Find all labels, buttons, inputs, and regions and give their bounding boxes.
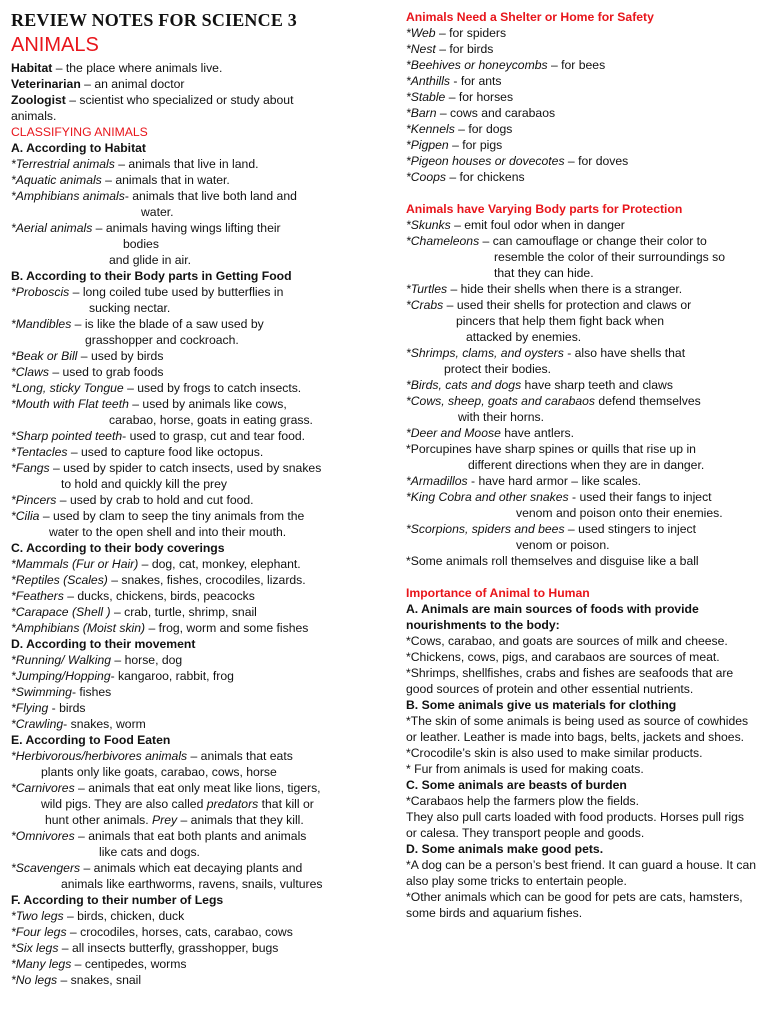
list-item: *Mammals (Fur or Hair) – dog, cat, monkey, elephant. [11, 557, 301, 571]
list-item: *Shrimps, shellfishes, crabs and fishes are seafoods that are good sources of protein and other essential nutrients. [406, 666, 734, 696]
list-item-continuation: wild pigs. They are also called predators that kill or [41, 797, 314, 811]
list-item: *King Cobra and other snakes - used their fangs to inject [406, 490, 712, 504]
list-item: *Sharp pointed teeth- used to grasp, cut and tear food. [11, 429, 306, 443]
list-item: *Jumping/Hopping- kangaroo, rabbit, frog [11, 669, 234, 683]
list-item: *Cows, carabao, and goats are sources of milk and cheese. [406, 634, 728, 648]
list-item: *Pincers – used by crab to hold and cut food. [11, 493, 254, 507]
list-item: They also pull carts loaded with food products. Horses pull rigs or calesa. They transport people and goods. [406, 810, 745, 840]
list-item: *Long, sticky Tongue – used by frogs to catch insects. [11, 381, 302, 395]
list-item: *A dog can be a person’s best friend. It can guard a house. It can also play some tricks to entertain people. [406, 858, 757, 888]
list-item: *Web – for spiders [406, 26, 507, 40]
list-item: *Skunks – emit foul odor when in danger [406, 218, 625, 232]
section-heading-shelter: Animals Need a Shelter or Home for Safety [406, 10, 654, 24]
list-item-continuation: attacked by enemies. [466, 330, 582, 344]
list-item: *Fangs – used by spider to catch insects, used by snakes [11, 461, 322, 475]
list-item: *Other animals which can be good for pets are cats, hamsters, some birds and aquarium fishes. [406, 890, 743, 920]
subsection-heading-body-coverings: C. According to their body coverings [11, 541, 225, 555]
section-heading-protection: Animals have Varying Body parts for Protection [406, 202, 683, 216]
section-heading-importance: Importance of Animal to Human [406, 586, 590, 600]
list-item: *Shrimps, clams, and oysters - also have shells that [406, 346, 686, 360]
list-item-continuation: venom and poison onto their enemies. [516, 506, 723, 520]
spacer [406, 185, 758, 201]
subsection-heading-habitat: A. According to Habitat [11, 141, 146, 155]
list-item: *Proboscis – long coiled tube used by butterflies in [11, 285, 284, 299]
list-item-continuation: different directions when they are in danger. [468, 458, 705, 472]
page-title: REVIEW NOTES FOR SCIENCE 3 [11, 10, 297, 30]
list-item-continuation: to hold and quickly kill the prey [61, 477, 227, 491]
list-item: *Pigpen – for pigs [406, 138, 503, 152]
list-item: *Carapace (Shell ) – crab, turtle, shrimp, snail [11, 605, 257, 619]
list-item-continuation: protect their bodies. [444, 362, 552, 376]
list-item-continuation: sucking nectar. [89, 301, 171, 315]
list-item: *Crocodile’s skin is also used to make similar products. [406, 746, 703, 760]
list-item: *Herbivorous/herbivores animals – animals that eats [11, 749, 293, 763]
list-item: * Fur from animals is used for making coats. [406, 762, 644, 776]
list-item-continuation: resemble the color of their surroundings so [494, 250, 726, 264]
subsection-heading-legs: F. According to their number of Legs [11, 893, 224, 907]
list-item: *Some animals roll themselves and disguise like a ball [406, 554, 699, 568]
list-item: *Porcupines have sharp spines or quills that rise up in [406, 442, 696, 456]
page-subtitle: ANIMALS [11, 34, 99, 56]
list-item: *Kennels – for dogs [406, 122, 513, 136]
list-item: *Birds, cats and dogs have sharp teeth and claws [406, 378, 673, 392]
list-item: *Chameleons – can camouflage or change their color to [406, 234, 707, 248]
list-item: *Amphibians animals- animals that live both land and [11, 189, 297, 203]
list-item: *Beak or Bill – used by birds [11, 349, 164, 363]
list-item: *Cilia – used by clam to seep the tiny animals from the [11, 509, 305, 523]
list-item: *Carabaos help the farmers plow the fields. [406, 794, 640, 808]
list-item: *Coops – for chickens [406, 170, 525, 184]
list-item: *Aquatic animals – animals that in water. [11, 173, 230, 187]
list-item: *Mouth with Flat teeth – used by animals like cows, [11, 397, 287, 411]
list-item: *Pigeon houses or dovecotes – for doves [406, 154, 629, 168]
list-item: *Crabs – used their shells for protection and claws or [406, 298, 692, 312]
list-item: *Two legs – birds, chicken, duck [11, 909, 185, 923]
subsection-heading-burden: C. Some animals are beasts of burden [406, 778, 627, 792]
list-item: *Amphibians (Moist skin) – frog, worm and some fishes [11, 621, 309, 635]
list-item-continuation: carabao, horse, goats in eating grass. [109, 413, 313, 427]
list-item: *Mandibles – is like the blade of a saw used by [11, 317, 264, 331]
subsection-heading-food-eaten: E. According to Food Eaten [11, 733, 171, 747]
list-item-continuation: venom or poison. [516, 538, 610, 552]
list-item: *Stable – for horses [406, 90, 514, 104]
list-item: *Armadillos - have hard armor – like scales. [406, 474, 642, 488]
list-item-continuation: plants only like goats, carabao, cows, horse [41, 765, 277, 779]
list-item: *Nest – for birds [406, 42, 494, 56]
list-item: *Many legs – centipedes, worms [11, 957, 187, 971]
subsection-heading-body-parts: B. According to their Body parts in Getting Food [11, 269, 292, 283]
list-item-continuation: animals like earthworms, ravens, snails, vultures [61, 877, 323, 891]
list-item-continuation: grasshopper and cockroach. [85, 333, 239, 347]
list-item-continuation: like cats and dogs. [99, 845, 200, 859]
list-item: *Omnivores – animals that eat both plants and animals [11, 829, 307, 843]
list-item: *Swimming- fishes [11, 685, 112, 699]
list-item: *Running/ Walking – horse, dog [11, 653, 183, 667]
list-item: *Deer and Moose have antlers. [406, 426, 575, 440]
list-item: *Crawling- snakes, worm [11, 717, 146, 731]
list-item: *Aerial animals – animals having wings lifting their [11, 221, 281, 235]
list-item: *Cows, sheep, goats and carabaos defend themselves [406, 394, 701, 408]
subsection-heading-clothing: B. Some animals give us materials for clothing [406, 698, 677, 712]
list-item: *Six legs – all insects butterfly, grasshopper, bugs [11, 941, 279, 955]
list-item: *Feathers – ducks, chickens, birds, peacocks [11, 589, 255, 603]
right-column [406, 9, 758, 921]
list-item-continuation: with their horns. [458, 410, 545, 424]
definition-habitat: Habitat – the place where animals live. [11, 61, 223, 75]
list-item-continuation: that they can hide. [494, 266, 594, 280]
subsection-heading-movement: D. According to their movement [11, 637, 196, 651]
definition-veterinarian: Veterinarian – an animal doctor [11, 77, 185, 91]
list-item-continuation: bodies [123, 237, 159, 251]
list-item: *Reptiles (Scales) – snakes, fishes, crocodiles, lizards. [11, 573, 306, 587]
list-item: *Scavengers – animals which eat decaying plants and [11, 861, 303, 875]
subsection-heading-foods: A. Animals are main sources of foods with provide nourishments to the body: [406, 602, 699, 632]
list-item: *No legs – snakes, snail [11, 973, 142, 987]
list-item: *Four legs – crocodiles, horses, cats, carabao, cows [11, 925, 293, 939]
list-item-continuation: water. [141, 205, 174, 219]
left-column [11, 8, 379, 988]
list-item: *Tentacles – used to capture food like octopus. [11, 445, 264, 459]
list-item: *Barn – cows and carabaos [406, 106, 556, 120]
list-item-continuation: and glide in air. [109, 253, 191, 267]
list-item-continuation: pincers that help them fight back when [456, 314, 664, 328]
list-item: *Carnivores – animals that eat only meat like lions, tigers, [11, 781, 321, 795]
list-item: *Anthills - for ants [406, 74, 502, 88]
list-item: *Flying - birds [11, 701, 86, 715]
list-item-continuation: hunt other animals. Prey – animals that they kill. [45, 813, 304, 827]
list-item: *Terrestrial animals – animals that live in land. [11, 157, 259, 171]
list-item-continuation: water to the open shell and into their mouth. [49, 525, 287, 539]
list-item: *Chickens, cows, pigs, and carabaos are sources of meat. [406, 650, 720, 664]
spacer [406, 569, 758, 585]
subsection-heading-pets: D. Some animals make good pets. [406, 842, 604, 856]
list-item: *Beehives or honeycombs – for bees [406, 58, 606, 72]
list-item: *The skin of some animals is being used as source of cowhides or leather. Leather is made into bags, belts, jackets and shoes. [406, 714, 749, 744]
list-item: *Turtles – hide their shells when there is a stranger. [406, 282, 683, 296]
list-item: *Scorpions, spiders and bees – used stingers to inject [406, 522, 696, 536]
definition-zoologist: Zoologist – scientist who specialized or study about animals. [11, 93, 294, 123]
list-item: *Claws – used to grab foods [11, 365, 164, 379]
section-heading-classifying: CLASSIFYING ANIMALS [11, 125, 148, 139]
